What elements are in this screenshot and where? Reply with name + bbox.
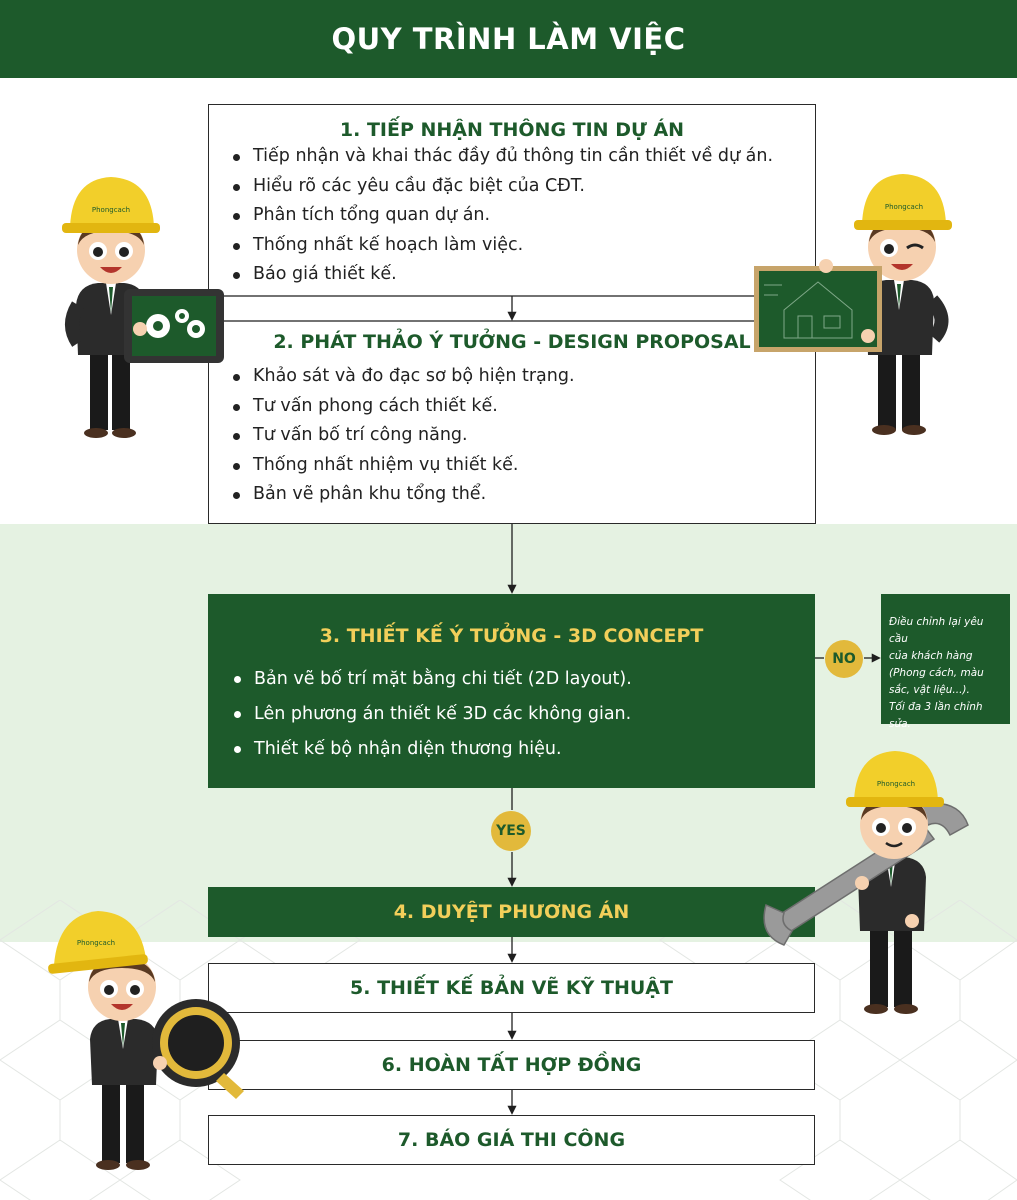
- yes-label: YES: [496, 823, 526, 839]
- worker-tape-measure-illustration: [44, 893, 264, 1173]
- page-title: QUY TRÌNH LÀM VIỆC: [331, 22, 686, 56]
- step-7-title: 7. BÁO GIÁ THI CÔNG: [397, 1129, 626, 1151]
- step-6-box: [208, 1040, 815, 1090]
- list-item: Tiếp nhận và khai thác đầy đủ thông tin cần thiết về dự án.: [231, 142, 773, 172]
- worker-blueprint-illustration: [754, 160, 994, 440]
- step-6-title: 6. HOÀN TẤT HỢP ĐỒNG: [381, 1054, 642, 1076]
- step-5-title: 5. THIẾT KẾ BẢN VẼ KỸ THUẬT: [350, 977, 673, 999]
- note-line: của khách hàng: [889, 650, 973, 662]
- step-5-box: [208, 963, 815, 1013]
- note-line: sắc, vật liệu...).: [889, 684, 970, 696]
- step-7-box: [208, 1115, 815, 1165]
- revision-note: [881, 594, 1010, 730]
- note-line: Điều chỉnh lại yêu cầu: [889, 616, 984, 645]
- list-item: Báo giá thiết kế.: [231, 260, 773, 290]
- step-2-title: 2. PHÁT THẢO Ý TƯỞNG - DESIGN PROPOSAL: [273, 331, 751, 353]
- list-item: Tư vấn phong cách thiết kế.: [231, 392, 575, 422]
- list-item: Lên phương án thiết kế 3D các không gian.: [232, 697, 632, 732]
- worker-wrench-illustration: [762, 745, 982, 1020]
- helmet-logo: Phongcach: [876, 780, 916, 788]
- list-item: Tư vấn bố trí công năng.: [231, 421, 575, 451]
- no-label: NO: [832, 651, 856, 667]
- list-item: Hiểu rõ các yêu cầu đặc biệt của CĐT.: [231, 172, 773, 202]
- list-item: Khảo sát và đo đạc sơ bộ hiện trạng.: [231, 362, 575, 392]
- note-line: Tối đa 3 lần chỉnh sửa.: [889, 701, 983, 730]
- list-item: Bản vẽ bố trí mặt bằng chi tiết (2D layout).: [232, 662, 632, 697]
- step-4-bar: [208, 887, 815, 937]
- worker-tablet-illustration: [48, 165, 228, 445]
- step-1-2-box: [208, 104, 816, 524]
- step-4-title: 4. DUYỆT PHƯƠNG ÁN: [393, 901, 630, 923]
- helmet-logo: Phongcach: [76, 939, 116, 947]
- step-1-title: 1. TIẾP NHẬN THÔNG TIN DỰ ÁN: [339, 119, 685, 141]
- note-line: (Phong cách, màu: [889, 667, 984, 679]
- yes-decision-badge: [491, 811, 531, 851]
- helmet-logo: Phongcach: [91, 206, 131, 214]
- helmet-logo: Phongcach: [884, 203, 924, 211]
- step-2-list: [231, 362, 575, 510]
- list-item: Thống nhất nhiệm vụ thiết kế.: [231, 451, 575, 481]
- no-decision-badge: [825, 640, 863, 678]
- list-item: Bản vẽ phân khu tổng thể.: [231, 480, 575, 510]
- list-item: Thiết kế bộ nhận diện thương hiệu.: [232, 732, 632, 767]
- step-3-box: [208, 594, 815, 788]
- list-item: Phân tích tổng quan dự án.: [231, 201, 773, 231]
- list-item: Thống nhất kế hoạch làm việc.: [231, 231, 773, 261]
- header-bar: [0, 0, 1017, 78]
- step-3-list: [232, 662, 632, 767]
- step-1-list: [231, 142, 773, 290]
- step-3-title: 3. THIẾT KẾ Ý TƯỞNG - 3D CONCEPT: [319, 625, 704, 647]
